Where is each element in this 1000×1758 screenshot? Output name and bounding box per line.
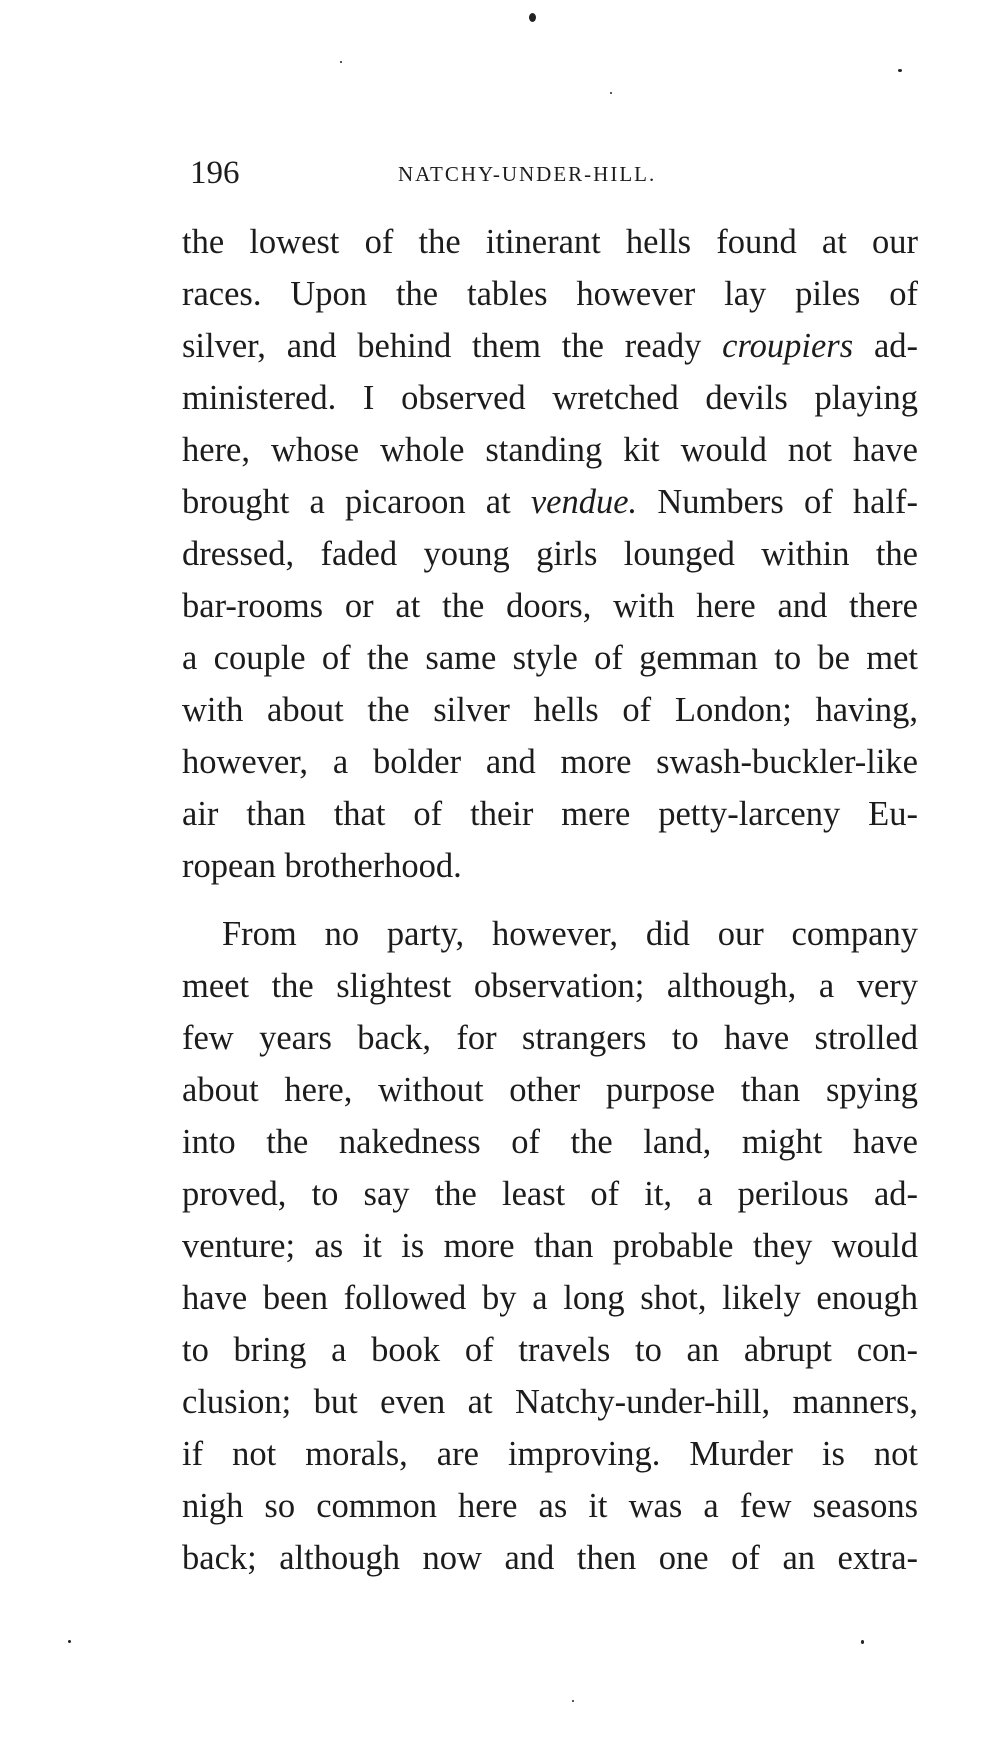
text-line: few years back, for strangers to have strolled: [182, 1019, 918, 1057]
text-line: clusion; but even at Natchy-under-hill, manners,: [182, 1383, 918, 1421]
page-header: [190, 150, 920, 196]
scan-speck: [572, 1700, 574, 1702]
text-span: ad-: [873, 327, 919, 365]
text-line: From no party, however, did our company: [222, 915, 918, 953]
text-line: ropean brotherhood.: [182, 847, 462, 885]
italic-word: croupiers: [722, 327, 854, 365]
scan-speck: [610, 92, 612, 94]
text-span: silver, and behind them the ready: [182, 327, 702, 365]
text-line: to bring a book of travels to an abrupt con-: [182, 1331, 918, 1369]
text-line: the lowest of the itinerant hells found at our: [182, 223, 918, 261]
text-line: have been followed by a long shot, likely enough: [182, 1279, 918, 1317]
paragraph-2: [182, 908, 918, 1584]
scan-speck: [340, 61, 342, 63]
text-line: ministered. I observed wretched devils playing: [182, 379, 918, 417]
text-line: [182, 476, 918, 528]
scan-speck: [68, 1640, 71, 1643]
text-line: here, whose whole standing kit would not have: [182, 431, 918, 469]
text-line: about here, without other purpose than spying: [182, 1071, 918, 1109]
text-line: into the nakedness of the land, might have: [182, 1123, 918, 1161]
body-text: [182, 216, 918, 1584]
text-line: venture; as it is more than probable they would: [182, 1227, 918, 1265]
paragraph-1: [182, 216, 918, 892]
text-line: air than that of their mere petty-larceny Eu-: [182, 795, 918, 833]
scan-speck: [898, 69, 902, 72]
text-line: with about the silver hells of London; having,: [182, 691, 918, 729]
text-line: however, a bolder and more swash-buckler-like: [182, 743, 918, 781]
text-line: bar-rooms or at the doors, with here and there: [182, 587, 918, 625]
text-line: races. Upon the tables however lay piles of: [182, 275, 918, 313]
text-line: back; although now and then one of an extra-: [182, 1539, 918, 1577]
text-line: a couple of the same style of gemman to be met: [182, 639, 918, 677]
italic-word: vendue.: [530, 483, 638, 521]
running-head: NATCHY-UNDER-HILL.: [398, 162, 657, 186]
page-number: 196: [190, 155, 240, 191]
text-line: proved, to say the least of it, a perilous ad-: [182, 1175, 918, 1213]
scan-speck: [861, 1640, 864, 1644]
paragraph-gap: [182, 892, 918, 908]
text-span: Numbers of half-: [657, 483, 918, 521]
text-line: meet the slightest observation; although, a very: [182, 967, 918, 1005]
text-span: brought a picaroon at: [182, 483, 511, 521]
text-line: dressed, faded young girls lounged within the: [182, 535, 918, 573]
text-line: [182, 320, 918, 372]
scan-speck: [529, 13, 536, 22]
text-line: if not morals, are improving. Murder is not: [182, 1435, 918, 1473]
text-line: nigh so common here as it was a few seasons: [182, 1487, 918, 1525]
